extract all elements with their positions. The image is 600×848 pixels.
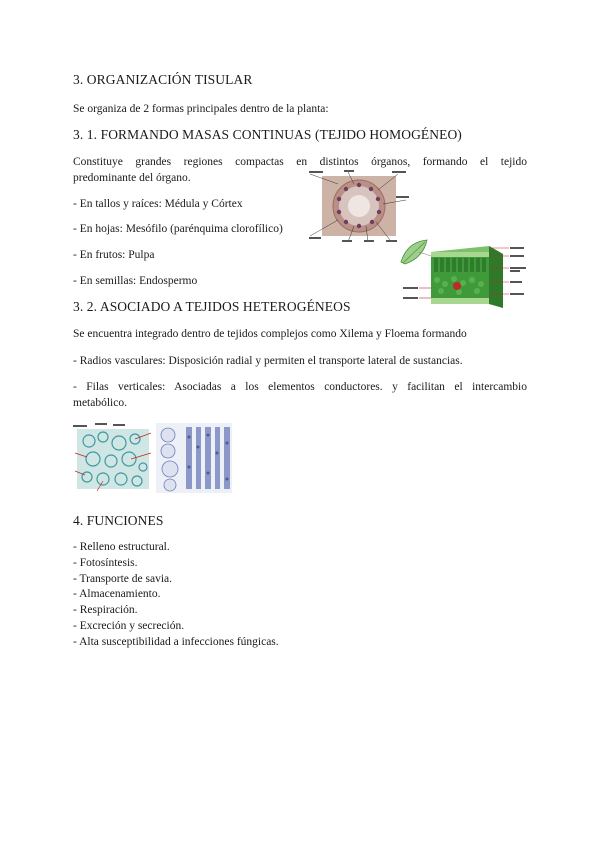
leaf-structure-figure: [397, 238, 527, 308]
list-item-line2: metabólico.: [73, 397, 127, 409]
list-item: - Fotosíntesis.: [73, 556, 138, 569]
subsection-3-1-desc-line1: Constituye grandes regiones compactas en distintos órganos, formando el tejido: [73, 156, 527, 168]
subsection-3-1-desc-line2: predominante del órgano.: [73, 172, 191, 184]
subsection-3-2-title: 3. 2. ASOCIADO A TEJIDOS HETEROGÉNEOS: [73, 299, 351, 314]
list-item: - Alta susceptibilidad a infecciones fúngicas.: [73, 635, 279, 648]
list-item: - En semillas: Endospermo: [73, 275, 198, 287]
subsection-3-2-intro: Se encuentra integrado dentro de tejidos complejos como Xilema y Floema formando: [73, 328, 467, 340]
section-3-title: 3. ORGANIZACIÓN TISULAR: [73, 72, 253, 87]
list-item: - Excreción y secreción.: [73, 619, 185, 632]
vascular-rays-micrograph: [73, 423, 153, 493]
functions-list: [73, 540, 279, 651]
list-item: - Respiración.: [73, 604, 138, 617]
list-item: - En hojas: Mesófilo (parénquima clorofílico): [73, 223, 283, 235]
vertical-rows-micrograph: [156, 423, 232, 493]
list-item-line1: - Filas verticales: Asociadas a los elementos conductores. y facilitan el intercambio: [73, 381, 527, 393]
list-item: - Transporte de savia.: [73, 572, 173, 585]
subsection-3-1-title: 3. 1. FORMANDO MASAS CONTINUAS (TEJIDO HOMOGÉNEO): [73, 127, 462, 142]
list-item: - Relleno estructural.: [73, 541, 170, 553]
list-item: - Almacenamiento.: [73, 588, 161, 601]
list-item: - En tallos y raíces: Médula y Córtex: [73, 198, 243, 210]
list-item: - En frutos: Pulpa: [73, 249, 155, 261]
section-3-intro: Se organiza de 2 formas principales dentro de la planta:: [73, 103, 329, 115]
list-item: - Radios vasculares: Disposición radial y permiten el transporte lateral de sustancias.: [73, 355, 463, 367]
stem-cross-section-figure: [308, 170, 410, 243]
section-4-title: 4. FUNCIONES: [73, 513, 164, 528]
